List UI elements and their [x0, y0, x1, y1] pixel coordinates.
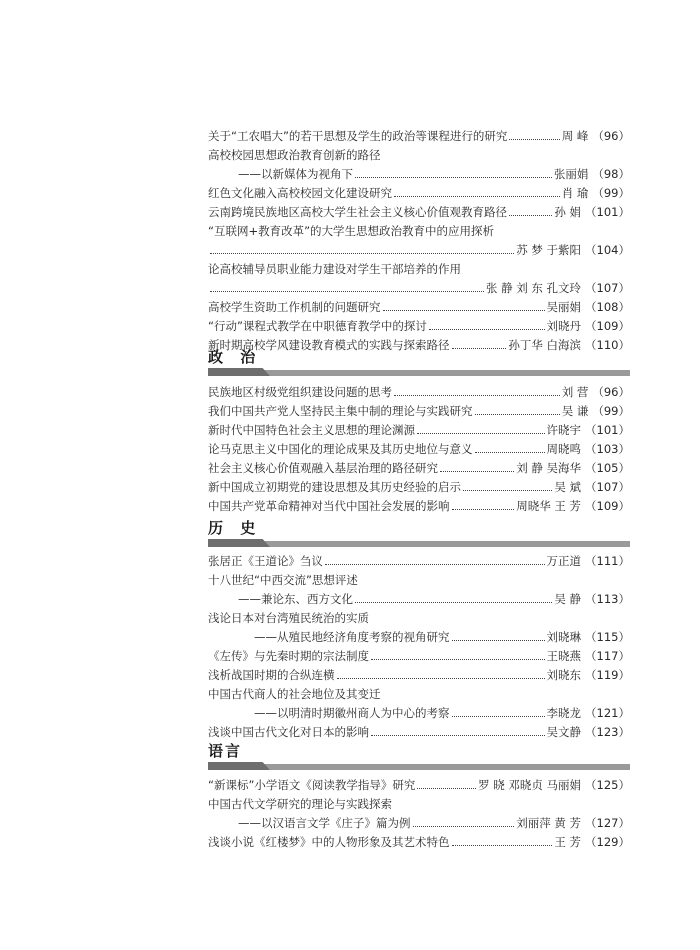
toc-entry[interactable] — [208, 257, 630, 276]
entry-page: （105） — [585, 461, 630, 475]
entry-title: 中国古代文学研究的理论与实践探索 — [208, 797, 392, 811]
dot-leader — [355, 177, 552, 178]
entry-title: 浅谈小说《红楼梦》中的人物形象及其艺术特色 — [208, 835, 450, 849]
entry-author: 吴 谦 — [561, 404, 589, 418]
section-divider-tab — [208, 368, 270, 376]
entry-page: （121） — [585, 706, 630, 720]
entry-author: 刘晓琳 — [546, 630, 582, 644]
toc-entry[interactable] — [208, 295, 630, 314]
dot-leader — [210, 291, 484, 292]
toc-entry[interactable] — [208, 811, 630, 830]
dot-leader — [452, 640, 545, 641]
entry-author: 王晓燕 — [546, 649, 582, 663]
entry-page: （103） — [585, 442, 630, 456]
dot-leader — [383, 310, 545, 311]
entry-title: 我们中国共产党人坚持民主集中制的理论与实践研究 — [208, 404, 473, 418]
toc-entry[interactable] — [208, 549, 630, 568]
toc-entry[interactable] — [208, 701, 630, 720]
dot-leader — [463, 490, 552, 491]
dot-leader — [394, 196, 560, 197]
entry-title: 新时代中国特色社会主义思想的理论渊源 — [208, 423, 415, 437]
entry-page: （110） — [585, 338, 630, 352]
entry-title: 高校学生资助工作机制的问题研究 — [208, 300, 381, 314]
entry-page: （96） — [592, 385, 630, 399]
entry-author: 吴 静 — [554, 592, 582, 606]
entry-author: 王 芳 — [554, 835, 582, 849]
entry-title: 中国共产党革命精神对当代中国社会发展的影响 — [208, 499, 450, 513]
entry-page: （113） — [585, 592, 630, 606]
dot-leader — [210, 253, 514, 254]
entry-author: 万正道 — [546, 554, 582, 568]
dot-leader — [509, 139, 559, 140]
entry-author: 刘晓东 — [546, 668, 582, 682]
toc-entry[interactable] — [208, 606, 630, 625]
entry-title: 关于“工农唱大”的若干思想及学生的政治等课程进行的研究 — [208, 129, 508, 143]
entry-author: 许晓宇 — [546, 423, 582, 437]
entry-author: 李晓龙 — [546, 706, 582, 720]
dot-leader — [475, 452, 545, 453]
toc-entry[interactable] — [208, 333, 630, 352]
toc-entry[interactable] — [208, 830, 630, 849]
entry-author: 刘晓丹 — [546, 319, 582, 333]
entry-page: （104） — [585, 243, 630, 257]
section-heading: 语言 — [208, 742, 243, 760]
entry-title: 云南跨境民族地区高校大学生社会主义核心价值观教育路径 — [208, 205, 507, 219]
toc-entry[interactable] — [208, 380, 630, 399]
entry-title: 红色文化融入高校校园文化建设研究 — [208, 186, 392, 200]
entry-author: 孙丁华 白海滨 — [508, 338, 582, 352]
toc-entry[interactable] — [208, 181, 630, 200]
toc-entry[interactable] — [208, 587, 630, 606]
toc-entry[interactable] — [208, 494, 630, 513]
entry-page: （123） — [585, 725, 630, 739]
entry-page: （96） — [592, 129, 630, 143]
toc-entry[interactable] — [208, 456, 630, 475]
entry-author: 吴文静 — [546, 725, 582, 739]
dot-leader — [452, 716, 545, 717]
entry-author: 周晓鸣 — [546, 442, 582, 456]
entry-title: 论马克思主义中国化的理论成果及其历史地位与意义 — [208, 442, 473, 456]
entry-title: 高校校园思想政治教育创新的路径 — [208, 148, 381, 162]
entry-page: （129） — [585, 835, 630, 849]
dot-leader — [325, 564, 545, 565]
entry-page: （117） — [585, 649, 630, 663]
entry-page: （99） — [592, 186, 630, 200]
toc-entry[interactable] — [208, 219, 630, 238]
entry-page: （109） — [585, 319, 630, 333]
dot-leader — [452, 845, 553, 846]
toc-entry[interactable] — [208, 238, 630, 257]
dot-leader — [337, 678, 545, 679]
dot-leader — [417, 788, 476, 789]
entry-author: 罗 晓 邓晓贞 马丽娟 — [478, 778, 582, 792]
entry-page: （108） — [585, 300, 630, 314]
entry-title: 社会主义核心价值观融入基层治理的路径研究 — [208, 461, 438, 475]
entry-title: 新中国成立初期党的建设思想及其历史经验的启示 — [208, 480, 461, 494]
entry-page: （115） — [585, 630, 630, 644]
entry-author: 张 静 刘 东 孔文玲 — [485, 281, 582, 295]
toc-entry[interactable] — [208, 124, 630, 143]
entry-page: （107） — [585, 281, 630, 295]
dot-leader — [371, 659, 545, 660]
toc-entry[interactable] — [208, 720, 630, 739]
toc-entry[interactable] — [208, 162, 630, 181]
dot-leader — [440, 471, 514, 472]
entry-author: 苏 梦 于紫阳 — [516, 243, 582, 257]
dot-leader — [452, 509, 515, 510]
entry-title: 论高校辅导员职业能力建设对学生干部培养的作用 — [208, 262, 461, 276]
entry-subtitle: ——兼论东、西方文化 — [238, 592, 353, 606]
entry-page: （107） — [585, 480, 630, 494]
toc-entry[interactable] — [208, 276, 630, 295]
dot-leader — [452, 348, 507, 349]
entry-author: 吴 斌 — [554, 480, 582, 494]
entry-title: 民族地区村级党组织建设问题的思考 — [208, 385, 392, 399]
dot-leader — [429, 329, 545, 330]
entry-author: 周 峰 — [561, 129, 589, 143]
entry-page: （111） — [585, 554, 630, 568]
section-divider — [208, 762, 630, 770]
section-heading: 政 治 — [208, 348, 262, 366]
dot-leader — [509, 215, 552, 216]
entry-title: “新课标”小学语文《阅读教学指导》研究 — [208, 778, 416, 792]
entry-page: （101） — [585, 205, 630, 219]
toc-entry[interactable] — [208, 143, 630, 162]
toc-entry[interactable] — [208, 625, 630, 644]
entry-title: 新时期高校学风建设教育模式的实践与探索路径 — [208, 338, 450, 352]
dot-leader — [371, 735, 545, 736]
entry-author: 刘丽萍 黄 芳 — [516, 816, 582, 830]
dot-leader — [417, 433, 545, 434]
entry-subtitle: ——以明清时期徽州商人为中心的考察 — [254, 706, 450, 720]
entry-author: 张丽娟 — [553, 167, 589, 181]
entry-page: （99） — [592, 404, 630, 418]
toc-entry[interactable] — [208, 314, 630, 333]
toc-entry[interactable] — [208, 399, 630, 418]
entry-author: 吴丽娟 — [546, 300, 582, 314]
section-divider-tab — [208, 762, 270, 770]
entry-page: （109） — [585, 499, 630, 513]
entry-page: （125） — [585, 778, 630, 792]
section-divider-tab — [208, 539, 270, 547]
entry-title: 张居正《王道论》刍议 — [208, 554, 323, 568]
entry-author: 肖 瑜 — [561, 186, 589, 200]
toc-entry[interactable] — [208, 682, 630, 701]
entry-author: 孙 娟 — [554, 205, 582, 219]
entry-page: （101） — [585, 423, 630, 437]
toc-entry[interactable] — [208, 792, 630, 811]
toc-entry[interactable] — [208, 418, 630, 437]
entry-title: 浅析战国时期的合纵连横 — [208, 668, 335, 682]
entry-page: （98） — [592, 167, 630, 181]
section-divider — [208, 368, 630, 376]
entry-page: （127） — [585, 816, 630, 830]
entry-title: 浅谈中国古代文化对日本的影响 — [208, 725, 369, 739]
toc-entry[interactable] — [208, 663, 630, 682]
entry-title: 中国古代商人的社会地位及其变迁 — [208, 687, 381, 701]
entry-author: 刘 静 吴海华 — [516, 461, 582, 475]
entry-subtitle: ——以新媒体为视角下 — [238, 167, 353, 181]
dot-leader — [475, 414, 560, 415]
entry-page: （119） — [585, 668, 630, 682]
entry-author: 刘 营 — [561, 385, 589, 399]
entry-subtitle: ——从殖民地经济角度考察的视角研究 — [254, 630, 450, 644]
toc-entry[interactable] — [208, 644, 630, 663]
entry-author: 周晓华 王 芳 — [516, 499, 582, 513]
dot-leader — [413, 826, 515, 827]
entry-subtitle: ——以汉语言文学《庄子》篇为例 — [238, 816, 411, 830]
section-heading: 历 史 — [208, 519, 262, 537]
entry-title: 浅论日本对台湾殖民统治的实质 — [208, 611, 369, 625]
entry-title: 十八世纪“中西交流”思想评述 — [208, 573, 358, 587]
toc-entry[interactable] — [208, 773, 630, 792]
dot-leader — [394, 395, 560, 396]
toc-entry[interactable] — [208, 200, 630, 219]
entry-title: “互联网+教育改革”的大学生思想政治教育中的应用探析 — [208, 224, 495, 238]
dot-leader — [355, 602, 552, 603]
toc-entry[interactable] — [208, 437, 630, 456]
section-divider — [208, 539, 630, 547]
entry-title: 《左传》与先秦时期的宗法制度 — [208, 649, 369, 663]
toc-entry[interactable] — [208, 475, 630, 494]
entry-title: “行动”课程式教学在中职德育教学中的探讨 — [208, 319, 427, 333]
toc-entry[interactable] — [208, 568, 630, 587]
